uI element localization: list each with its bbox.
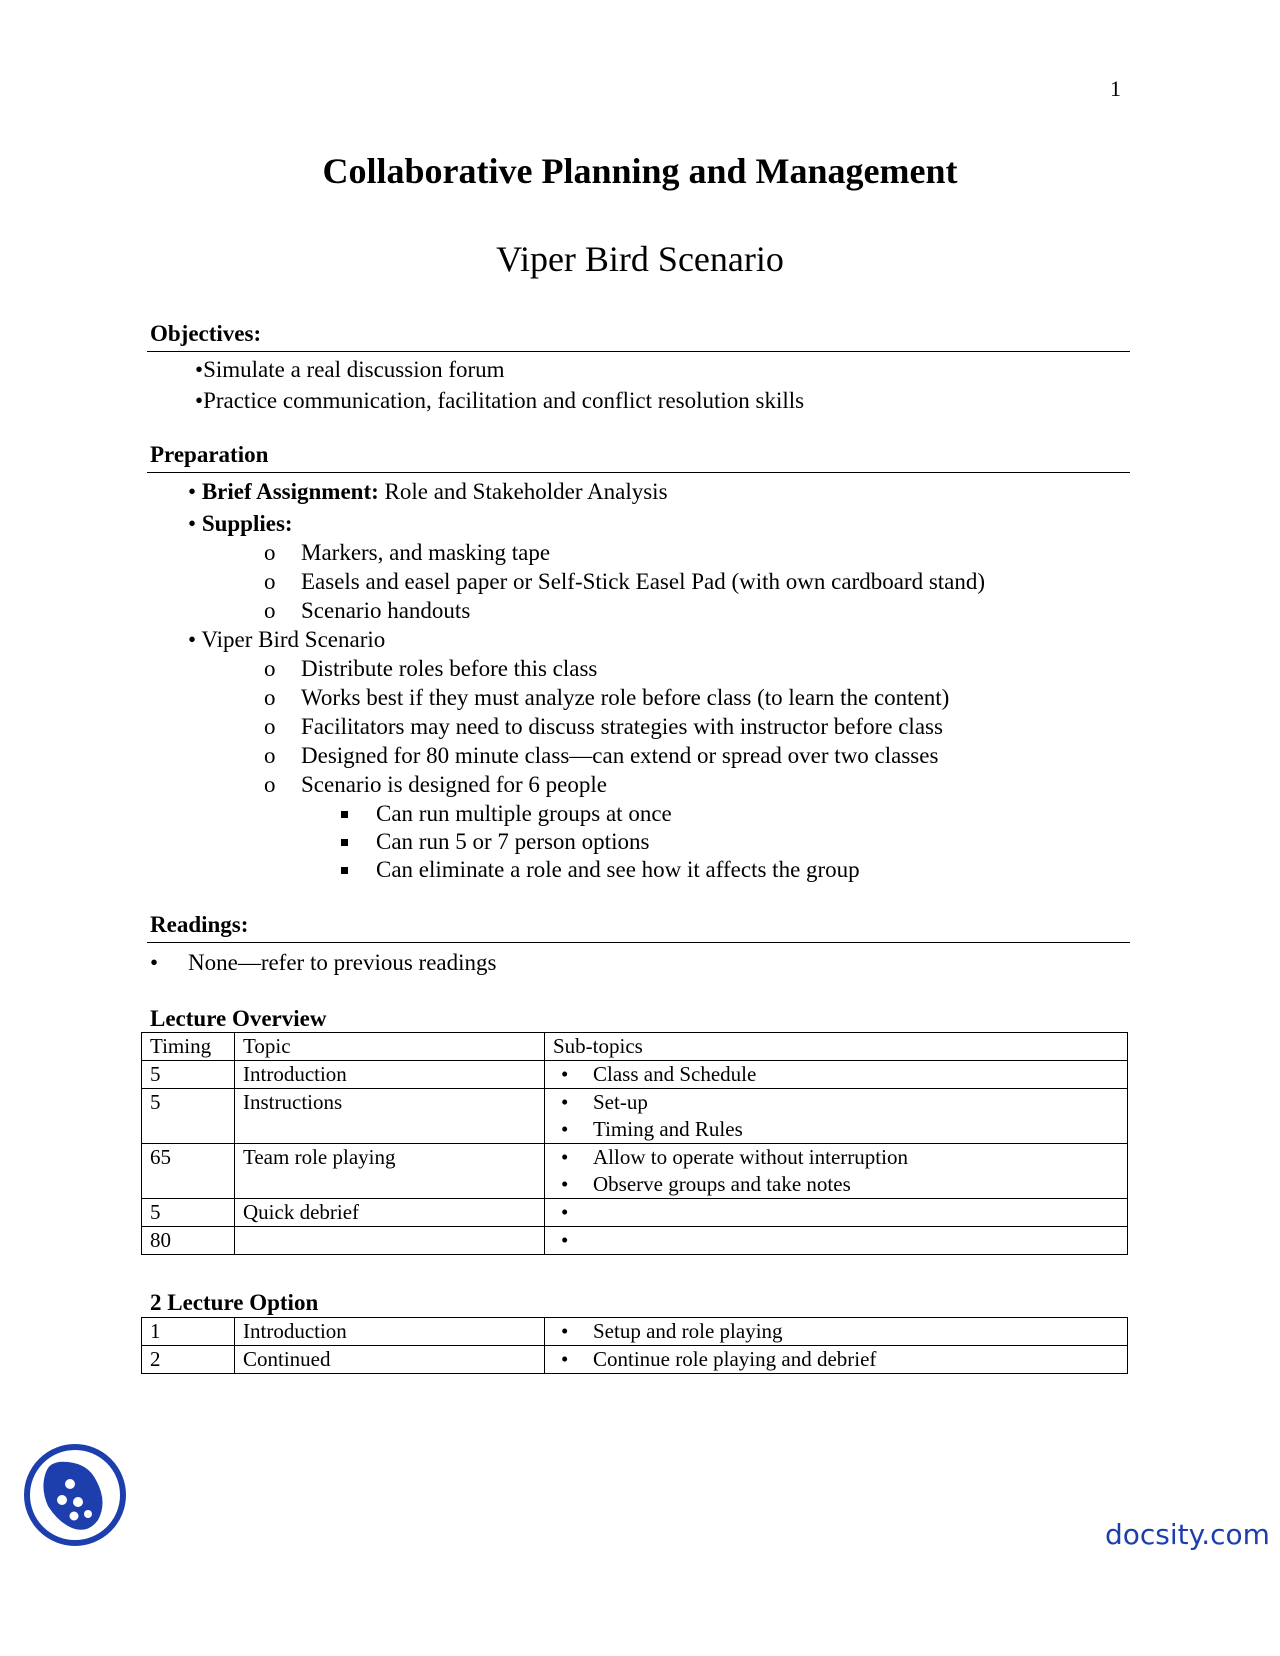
bullet: •	[188, 479, 197, 504]
subtopic-item	[553, 1171, 1119, 1198]
subtopic-text: Timing and Rules	[593, 1117, 743, 1141]
table-row	[142, 1144, 1128, 1199]
subtopic-text: Allow to operate without interruption	[593, 1145, 908, 1169]
bullet: •	[561, 1200, 569, 1224]
bullet: •	[150, 950, 159, 975]
subtopic-item	[553, 1089, 1119, 1116]
open-bullet: o	[264, 598, 276, 623]
bullet: •	[188, 511, 197, 536]
logo-dot	[70, 1512, 79, 1521]
cell-topic: Continued	[235, 1346, 545, 1374]
supply-item: Easels and easel paper or Self-Stick Easel Pad (with own cardboard stand)	[301, 569, 986, 594]
reading-item: None—refer to previous readings	[188, 950, 497, 975]
square-bullet	[341, 811, 348, 818]
table-header-row	[142, 1033, 1128, 1061]
cell-subtopics	[545, 1061, 1128, 1089]
bullet: •	[188, 627, 197, 652]
subtopic-text: Observe groups and take notes	[593, 1172, 851, 1196]
supplies-label: Supplies:	[201, 511, 293, 536]
open-bullet: o	[264, 569, 276, 594]
bullet: •	[561, 1228, 569, 1252]
subtopic-item	[553, 1227, 1119, 1254]
subtopic-text: Continue role playing and debrief	[593, 1347, 877, 1371]
scenario-detail: Scenario is designed for 6 people	[301, 772, 607, 797]
cell-subtopics	[545, 1199, 1128, 1227]
subtopic-text: Setup and role playing	[593, 1319, 783, 1343]
scenario-detail: Facilitators may need to discuss strategies with instructor before class	[301, 714, 943, 739]
document-subtitle: Viper Bird Scenario	[496, 239, 784, 279]
subtopic-item	[553, 1318, 1119, 1345]
square-bullet	[341, 839, 348, 846]
two-lecture-option-table	[141, 1317, 1128, 1374]
logo-dot	[73, 1497, 83, 1507]
cell-topic: Instructions	[235, 1089, 545, 1144]
cell-timing: 5	[142, 1089, 235, 1144]
objective-text: Simulate a real discussion forum	[203, 357, 505, 382]
square-bullet	[341, 867, 348, 874]
cell-timing: 65	[142, 1144, 235, 1199]
cell-topic	[235, 1227, 545, 1255]
table-row	[142, 1089, 1128, 1144]
open-bullet: o	[264, 714, 276, 739]
readings-heading: Readings:	[150, 912, 249, 937]
table-row	[142, 1061, 1128, 1089]
table-row	[142, 1318, 1128, 1346]
logo-dot	[84, 1510, 92, 1518]
scenario-sub-item: Can run multiple groups at once	[376, 801, 672, 826]
readings-rule	[147, 942, 1130, 943]
table-row	[142, 1227, 1128, 1255]
objective-item	[195, 387, 804, 415]
bullet: •	[561, 1319, 569, 1343]
scenario-detail: Distribute roles before this class	[301, 656, 598, 681]
brief-assignment-item	[188, 478, 668, 506]
preparation-rule	[147, 472, 1130, 473]
document-title: Collaborative Planning and Management	[322, 151, 958, 191]
scenario-detail: Designed for 80 minute class—can extend or spread over two classes	[301, 743, 939, 768]
cell-topic: Introduction	[235, 1061, 545, 1089]
cell-topic: Team role playing	[235, 1144, 545, 1199]
open-bullet: o	[264, 685, 276, 710]
cell-subtopics	[545, 1346, 1128, 1374]
cell-subtopics	[545, 1144, 1128, 1199]
cell-subtopics	[545, 1318, 1128, 1346]
cell-subtopics	[545, 1089, 1128, 1144]
cell-timing: 1	[142, 1318, 235, 1346]
scenario-label: Viper Bird Scenario	[201, 627, 386, 652]
lecture-overview-heading: Lecture Overview	[150, 1006, 327, 1031]
bullet: •	[195, 357, 204, 382]
docsity-logo-icon[interactable]	[22, 1442, 128, 1548]
objectives-heading: Objectives:	[150, 321, 262, 346]
bullet: •	[561, 1090, 569, 1114]
table-row	[142, 1199, 1128, 1227]
scenario-sub-item: Can eliminate a role and see how it affects the group	[376, 857, 860, 882]
cell-subtopics	[545, 1227, 1128, 1255]
scenario-detail: Works best if they must analyze role before class (to learn the content)	[301, 685, 950, 710]
two-lecture-option-heading: 2 Lecture Option	[150, 1290, 319, 1315]
scenario-sub-item: Can run 5 or 7 person options	[376, 829, 650, 854]
brief-assignment-label: Brief Assignment:	[201, 479, 379, 504]
subtopic-item	[553, 1199, 1119, 1226]
header-subtopics: Sub-topics	[545, 1033, 1128, 1061]
cell-timing: 2	[142, 1346, 235, 1374]
bullet: •	[561, 1062, 569, 1086]
cell-topic: Introduction	[235, 1318, 545, 1346]
scenario-item	[188, 626, 385, 654]
open-bullet: o	[264, 656, 276, 681]
subtopic-item	[553, 1346, 1119, 1373]
open-bullet: o	[264, 743, 276, 768]
page-number: 1	[1110, 76, 1121, 101]
subtopic-text: Set-up	[593, 1090, 648, 1114]
supply-item: Scenario handouts	[301, 598, 471, 623]
objective-text: Practice communication, facilitation and conflict resolution skills	[203, 388, 805, 413]
cell-timing: 5	[142, 1061, 235, 1089]
bullet: •	[195, 388, 204, 413]
cell-timing: 80	[142, 1227, 235, 1255]
cell-topic: Quick debrief	[235, 1199, 545, 1227]
header-timing: Timing	[142, 1033, 235, 1061]
brief-assignment-text: Role and Stakeholder Analysis	[378, 479, 668, 504]
subtopic-item	[553, 1116, 1119, 1143]
open-bullet: o	[264, 540, 276, 565]
bullet: •	[561, 1172, 569, 1196]
open-bullet: o	[264, 772, 276, 797]
logo-dot	[57, 1495, 67, 1505]
objective-item	[195, 356, 505, 384]
lecture-overview-table	[141, 1032, 1128, 1255]
subtopic-item	[553, 1061, 1119, 1088]
objectives-rule	[147, 351, 1130, 352]
supply-item: Markers, and masking tape	[301, 540, 551, 565]
table-row	[142, 1346, 1128, 1374]
header-topic: Topic	[235, 1033, 545, 1061]
supplies-item	[188, 510, 293, 538]
subtopic-text: Class and Schedule	[593, 1062, 757, 1086]
brand-name[interactable]: docsity.com	[1105, 1518, 1270, 1551]
preparation-heading: Preparation	[150, 442, 269, 467]
bullet: •	[561, 1117, 569, 1141]
logo-dot	[65, 1479, 75, 1489]
subtopic-item	[553, 1144, 1119, 1171]
bullet: •	[561, 1347, 569, 1371]
bullet: •	[561, 1145, 569, 1169]
cell-timing: 5	[142, 1199, 235, 1227]
